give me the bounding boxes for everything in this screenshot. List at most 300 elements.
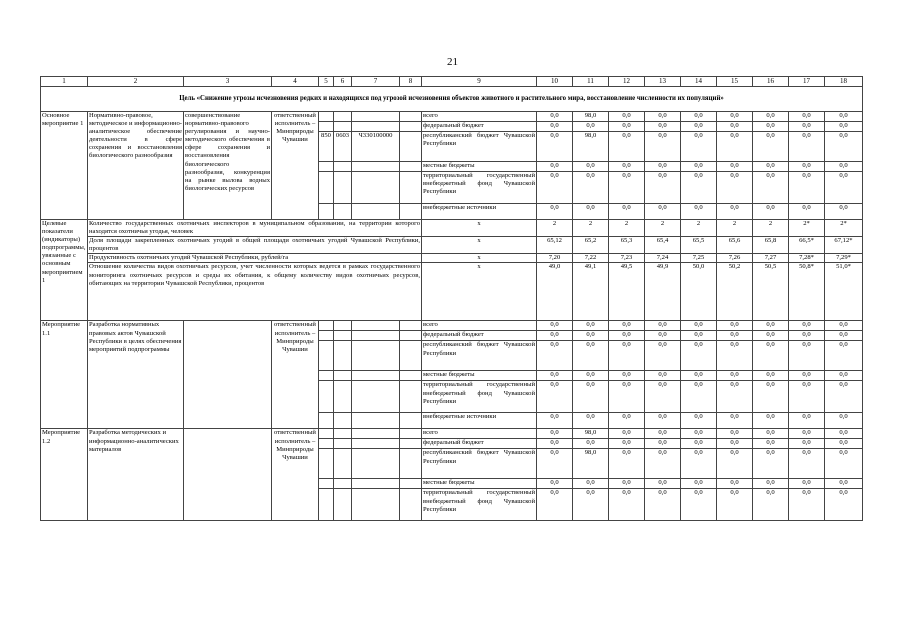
value-cell: 0,0 <box>753 371 789 381</box>
value-cell: 0,0 <box>573 122 609 132</box>
indicator-value: 2 <box>753 220 789 237</box>
code-cell <box>400 381 422 413</box>
value-cell: 0,0 <box>717 439 753 449</box>
value-cell: 0,0 <box>645 439 681 449</box>
value-cell: 0,0 <box>537 449 573 479</box>
task-cell <box>184 429 272 521</box>
value-cell: 0,0 <box>825 341 863 371</box>
indicator-value: 2 <box>537 220 573 237</box>
column-number: 1 <box>41 77 88 87</box>
column-number: 10 <box>537 77 573 87</box>
indicator-value: 2* <box>789 220 825 237</box>
indicator-value: 2 <box>573 220 609 237</box>
indicator-value: 49,9 <box>645 263 681 321</box>
value-cell: 0,0 <box>537 112 573 122</box>
code-cell <box>352 371 400 381</box>
column-numbers-row <box>41 77 863 87</box>
funding-source: всего <box>422 321 537 331</box>
indicator-value: 65,3 <box>609 237 645 254</box>
value-cell: 0,0 <box>789 489 825 521</box>
value-cell: 98,0 <box>573 112 609 122</box>
code-cell <box>400 479 422 489</box>
column-number: 4 <box>272 77 319 87</box>
funding-row <box>41 429 863 439</box>
code-cell <box>319 331 334 341</box>
value-cell: 0,0 <box>681 489 717 521</box>
value-cell: 0,0 <box>789 321 825 331</box>
value-cell: 0,0 <box>645 204 681 220</box>
goal-text: Цель «Снижение угрозы исчезновения редких и находящихся под угрозой исчезновения объектов животного и растительного мира, восстановление численности их популяций» <box>41 87 863 112</box>
value-cell: 0,0 <box>537 489 573 521</box>
code-cell <box>334 112 352 122</box>
indicator-value: 67,12* <box>825 237 863 254</box>
indicator-name: Количество государственных охотничьих инспекторов в муниципальном образовании, на территории которого находятся охотничьи угодья, человек <box>89 220 420 236</box>
value-cell: 0,0 <box>717 321 753 331</box>
value-cell: 0,0 <box>537 429 573 439</box>
code-cell <box>400 449 422 479</box>
value-cell: 0,0 <box>573 479 609 489</box>
grbs-code: 850 <box>319 132 334 162</box>
value-cell: 0,0 <box>789 429 825 439</box>
value-cell: 0,0 <box>789 413 825 429</box>
column-number: 3 <box>184 77 272 87</box>
value-cell: 0,0 <box>753 479 789 489</box>
page-number: 21 <box>447 56 458 68</box>
goal-row <box>41 87 863 112</box>
value-cell: 0,0 <box>717 331 753 341</box>
code-cell <box>352 122 400 132</box>
indicator-row <box>41 263 863 321</box>
measure-name: Разработка методических и информационно-аналитических материалов <box>88 429 184 521</box>
value-cell: 0,0 <box>681 439 717 449</box>
rzpr-code: 0603 <box>334 132 352 162</box>
value-cell: 0,0 <box>789 381 825 413</box>
value-cell: 0,0 <box>537 321 573 331</box>
value-cell: 98,0 <box>573 132 609 162</box>
indicator-value: 7,26 <box>717 254 753 263</box>
code-cell <box>334 439 352 449</box>
value-cell: 0,0 <box>825 489 863 521</box>
indicator-value: 50,2 <box>717 263 753 321</box>
indicator-value: 7,22 <box>573 254 609 263</box>
value-cell: 0,0 <box>609 489 645 521</box>
code-cell <box>319 321 334 331</box>
indicator-value: 2 <box>645 220 681 237</box>
value-cell: 0,0 <box>825 132 863 162</box>
value-cell: 0,0 <box>789 439 825 449</box>
value-cell: 0,0 <box>609 132 645 162</box>
code-cell <box>400 371 422 381</box>
value-cell: 0,0 <box>537 204 573 220</box>
value-cell: 0,0 <box>537 172 573 204</box>
value-cell: 0,0 <box>681 331 717 341</box>
code-cell <box>352 341 400 371</box>
value-cell: 0,0 <box>789 112 825 122</box>
code-cell <box>319 162 334 172</box>
value-cell: 0,0 <box>717 132 753 162</box>
value-cell: 0,0 <box>573 439 609 449</box>
indicator-value: 7,27 <box>753 254 789 263</box>
executor-cell: ответственный исполнитель – Минприроды Чувашии <box>272 321 319 429</box>
code-cell <box>319 112 334 122</box>
code-cell <box>400 112 422 122</box>
value-cell: 0,0 <box>825 321 863 331</box>
code-cell <box>352 439 400 449</box>
value-cell: 0,0 <box>825 162 863 172</box>
value-cell: 0,0 <box>645 489 681 521</box>
code-cell <box>334 331 352 341</box>
column-number: 7 <box>352 77 400 87</box>
code-cell <box>334 413 352 429</box>
funding-source: федеральный бюджет <box>422 122 537 132</box>
code-cell <box>352 172 400 204</box>
value-cell: 0,0 <box>645 413 681 429</box>
value-cell: 0,0 <box>573 413 609 429</box>
value-cell: 0,0 <box>537 413 573 429</box>
value-cell: 0,0 <box>681 122 717 132</box>
value-cell: 0,0 <box>537 371 573 381</box>
funding-source: федеральный бюджет <box>422 331 537 341</box>
value-cell: 0,0 <box>717 204 753 220</box>
indicator-value: 49,0 <box>537 263 573 321</box>
code-cell <box>400 204 422 220</box>
value-cell: 0,0 <box>789 162 825 172</box>
funding-source: территориальный государственный внебюджетный фонд Чувашской Республики <box>422 381 537 413</box>
value-cell: 0,0 <box>609 204 645 220</box>
value-cell: 0,0 <box>681 371 717 381</box>
value-cell: 0,0 <box>681 429 717 439</box>
value-cell: 0,0 <box>753 341 789 371</box>
value-cell: 0,0 <box>789 479 825 489</box>
value-cell: 0,0 <box>681 413 717 429</box>
funding-source: республиканский бюджет Чувашской Республики <box>422 449 537 479</box>
value-cell: 0,0 <box>717 122 753 132</box>
value-cell: 0,0 <box>681 449 717 479</box>
value-cell: 0,0 <box>753 122 789 132</box>
value-cell: 0,0 <box>609 479 645 489</box>
funding-source: всего <box>422 429 537 439</box>
value-cell: 0,0 <box>645 132 681 162</box>
code-cell <box>334 371 352 381</box>
measure-name: Нормативно-правовое, методическое и информационно-аналитическое обеспечение деятельности в сфере сохранения и восстановления биологического разнообразия <box>88 112 184 220</box>
indicator-value: 2 <box>681 220 717 237</box>
funding-source: местные бюджеты <box>422 371 537 381</box>
code-cell <box>334 341 352 371</box>
value-cell: 0,0 <box>681 341 717 371</box>
value-cell: 0,0 <box>537 132 573 162</box>
value-cell: 0,0 <box>609 162 645 172</box>
code-cell <box>352 331 400 341</box>
value-cell: 0,0 <box>681 132 717 162</box>
value-cell: 0,0 <box>645 429 681 439</box>
indicator-value: 2 <box>609 220 645 237</box>
code-cell <box>352 449 400 479</box>
column-number: 2 <box>88 77 184 87</box>
value-cell: 0,0 <box>609 112 645 122</box>
indicator-value: 7,20 <box>537 254 573 263</box>
column-number: 8 <box>400 77 422 87</box>
value-cell: 0,0 <box>573 341 609 371</box>
value-cell: 0,0 <box>717 371 753 381</box>
funding-source: внебюджетные источники <box>422 413 537 429</box>
value-cell: 0,0 <box>645 321 681 331</box>
value-cell: 0,0 <box>753 162 789 172</box>
indicator-value: 2* <box>825 220 863 237</box>
value-cell: 0,0 <box>789 331 825 341</box>
indicator-row <box>41 237 863 254</box>
code-cell <box>319 439 334 449</box>
indicator-value: 65,2 <box>573 237 609 254</box>
code-cell <box>334 162 352 172</box>
code-cell <box>334 204 352 220</box>
column-number: 13 <box>645 77 681 87</box>
indicator-unit: х <box>422 237 537 254</box>
funding-row <box>41 112 863 122</box>
indicator-value: 49,5 <box>609 263 645 321</box>
code-cell <box>319 204 334 220</box>
code-cell <box>352 112 400 122</box>
indicator-name: Отношение количества видов охотничьих ресурсов, учет численности которых ведется в рамках государственного мониторинга охотничьих ресурсов и среды их обитания, к общему количеству видов охотничьих ресурсов, обитающих на территории Чувашской Республики, процентов <box>88 263 422 321</box>
code-cell <box>352 204 400 220</box>
column-number: 5 <box>319 77 334 87</box>
task-cell: совершенствование нормативно-правового регулирования и научно-методического обеспечения в сфере сохранения и восстановления биологического разнообразия, конкуренция на рынке вылова водных биологических ресурсов <box>184 112 272 220</box>
value-cell: 0,0 <box>789 122 825 132</box>
code-cell <box>400 331 422 341</box>
value-cell: 98,0 <box>573 429 609 439</box>
value-cell: 0,0 <box>609 429 645 439</box>
code-cell <box>319 479 334 489</box>
indicator-value: 50,8* <box>789 263 825 321</box>
value-cell: 0,0 <box>645 162 681 172</box>
code-cell <box>352 413 400 429</box>
value-cell: 0,0 <box>645 371 681 381</box>
column-number: 9 <box>422 77 537 87</box>
indicator-unit: х <box>422 263 537 321</box>
code-cell <box>319 413 334 429</box>
value-cell: 0,0 <box>645 479 681 489</box>
value-cell: 0,0 <box>825 172 863 204</box>
funding-source: республиканский бюджет Чувашской Республики <box>422 341 537 371</box>
indicator-value: 2 <box>717 220 753 237</box>
code-cell <box>400 321 422 331</box>
indicator-value: 66,5* <box>789 237 825 254</box>
value-cell: 0,0 <box>537 162 573 172</box>
code-cell <box>319 429 334 439</box>
code-cell <box>334 479 352 489</box>
value-cell: 0,0 <box>753 204 789 220</box>
value-cell: 0,0 <box>825 371 863 381</box>
indicator-unit: х <box>422 220 537 237</box>
indicator-value: 7,29* <box>825 254 863 263</box>
column-number: 15 <box>717 77 753 87</box>
funding-source: федеральный бюджет <box>422 439 537 449</box>
value-cell: 0,0 <box>753 321 789 331</box>
indicator-name: Продуктивность охотничьих угодий Чувашской Республики, рублей/га <box>88 254 422 263</box>
value-cell: 0,0 <box>825 439 863 449</box>
value-cell: 0,0 <box>753 381 789 413</box>
code-cell <box>334 489 352 521</box>
value-cell: 0,0 <box>681 204 717 220</box>
indicator-name: Доля площади закрепленных охотничьих угодий в общей площади охотничьих угодий Чувашской Республики, процентов <box>89 237 420 253</box>
value-cell: 0,0 <box>789 341 825 371</box>
code-cell <box>319 122 334 132</box>
code-cell <box>400 341 422 371</box>
value-cell: 0,0 <box>825 479 863 489</box>
value-cell: 0,0 <box>573 331 609 341</box>
indicator-value: 65,5 <box>681 237 717 254</box>
value-cell: 0,0 <box>717 381 753 413</box>
value-cell: 0,0 <box>825 112 863 122</box>
value-cell: 0,0 <box>789 449 825 479</box>
value-cell: 0,0 <box>609 413 645 429</box>
indicator-value: 65,8 <box>753 237 789 254</box>
column-number: 12 <box>609 77 645 87</box>
value-cell: 0,0 <box>609 381 645 413</box>
value-cell: 0,0 <box>645 331 681 341</box>
indicator-value: 49,1 <box>573 263 609 321</box>
value-cell: 0,0 <box>825 331 863 341</box>
value-cell: 0,0 <box>573 321 609 331</box>
value-cell: 0,0 <box>609 122 645 132</box>
value-cell: 0,0 <box>717 172 753 204</box>
code-cell <box>334 381 352 413</box>
indicator-value: 7,24 <box>645 254 681 263</box>
value-cell: 0,0 <box>825 204 863 220</box>
column-number: 11 <box>573 77 609 87</box>
code-cell <box>400 429 422 439</box>
code-cell <box>334 122 352 132</box>
value-cell: 0,0 <box>681 321 717 331</box>
value-cell: 0,0 <box>681 172 717 204</box>
value-cell: 0,0 <box>753 413 789 429</box>
code-cell <box>400 489 422 521</box>
funding-source: территориальный государственный внебюджетный фонд Чувашской Республики <box>422 489 537 521</box>
funding-source: местные бюджеты <box>422 479 537 489</box>
value-cell: 0,0 <box>825 413 863 429</box>
value-cell: 0,0 <box>789 172 825 204</box>
program-table <box>40 76 863 521</box>
value-cell: 0,0 <box>609 449 645 479</box>
value-cell: 0,0 <box>717 413 753 429</box>
funding-source: республиканский бюджет Чувашской Республики <box>422 132 537 162</box>
value-cell: 0,0 <box>573 489 609 521</box>
value-cell: 0,0 <box>717 162 753 172</box>
code-cell <box>319 341 334 371</box>
value-cell: 0,0 <box>825 122 863 132</box>
value-cell: 0,0 <box>609 172 645 204</box>
value-cell: 0,0 <box>573 162 609 172</box>
value-cell: 0,0 <box>753 132 789 162</box>
indicator-value: 50,0 <box>681 263 717 321</box>
code-cell <box>400 122 422 132</box>
value-cell: 0,0 <box>537 122 573 132</box>
value-cell: 0,0 <box>645 112 681 122</box>
code-cell <box>400 172 422 204</box>
code-cell <box>334 172 352 204</box>
code-cell <box>352 162 400 172</box>
value-cell: 0,0 <box>681 112 717 122</box>
code-cell <box>400 439 422 449</box>
csr-code: Ч330100000 <box>352 132 400 162</box>
indicator-value: 51,0* <box>825 263 863 321</box>
indicators-label: Целевые показатели (индикаторы) подпрограммы, увязанные с основным мероприятием 1 <box>41 220 88 321</box>
value-cell: 0,0 <box>717 449 753 479</box>
value-cell: 0,0 <box>825 381 863 413</box>
value-cell: 0,0 <box>825 429 863 439</box>
value-cell: 0,0 <box>573 172 609 204</box>
code-cell <box>334 429 352 439</box>
code-cell <box>319 381 334 413</box>
status-cell: Мероприятие 1.1 <box>41 321 88 429</box>
task-cell <box>184 321 272 429</box>
value-cell: 0,0 <box>717 341 753 371</box>
status-cell: Мероприятие 1.2 <box>41 429 88 521</box>
value-cell: 0,0 <box>717 479 753 489</box>
value-cell: 0,0 <box>753 449 789 479</box>
funding-source: внебюджетные источники <box>422 204 537 220</box>
column-number: 18 <box>825 77 863 87</box>
funding-source: территориальный государственный внебюджетный фонд Чувашской Республики <box>422 172 537 204</box>
code-cell <box>352 381 400 413</box>
column-number: 6 <box>334 77 352 87</box>
value-cell: 0,0 <box>609 371 645 381</box>
vr-code <box>400 132 422 162</box>
value-cell: 0,0 <box>609 439 645 449</box>
funding-source: всего <box>422 112 537 122</box>
value-cell: 0,0 <box>573 381 609 413</box>
code-cell <box>319 489 334 521</box>
indicator-value: 50,5 <box>753 263 789 321</box>
value-cell: 0,0 <box>537 341 573 371</box>
indicator-row <box>41 254 863 263</box>
indicator-row <box>41 220 863 237</box>
value-cell: 0,0 <box>609 321 645 331</box>
code-cell <box>352 479 400 489</box>
value-cell: 0,0 <box>753 429 789 439</box>
code-cell <box>352 321 400 331</box>
value-cell: 0,0 <box>573 204 609 220</box>
code-cell <box>352 429 400 439</box>
value-cell: 0,0 <box>789 204 825 220</box>
indicator-value: 7,28* <box>789 254 825 263</box>
value-cell: 0,0 <box>681 162 717 172</box>
value-cell: 0,0 <box>717 489 753 521</box>
value-cell: 0,0 <box>825 449 863 479</box>
value-cell: 0,0 <box>645 341 681 371</box>
value-cell: 0,0 <box>717 429 753 439</box>
code-cell <box>334 321 352 331</box>
value-cell: 98,0 <box>573 449 609 479</box>
code-cell <box>319 371 334 381</box>
value-cell: 0,0 <box>753 172 789 204</box>
executor-cell: ответственный исполнитель – Минприроды Чувашии <box>272 429 319 521</box>
value-cell: 0,0 <box>609 341 645 371</box>
value-cell: 0,0 <box>789 132 825 162</box>
indicator-unit: х <box>422 254 537 263</box>
value-cell: 0,0 <box>753 112 789 122</box>
status-cell: Основное мероприятие 1 <box>41 112 88 220</box>
value-cell: 0,0 <box>537 381 573 413</box>
code-cell <box>352 489 400 521</box>
code-cell <box>400 162 422 172</box>
value-cell: 0,0 <box>789 371 825 381</box>
indicator-value: 65,12 <box>537 237 573 254</box>
column-number: 14 <box>681 77 717 87</box>
executor-cell: ответственный исполнитель – Минприроды Чувашии <box>272 112 319 220</box>
measure-name: Разработка нормативных правовых актов Чувашской Республики в целях обеспечения мероприятий подпрограммы <box>88 321 184 429</box>
indicator-value: 65,4 <box>645 237 681 254</box>
value-cell: 0,0 <box>681 479 717 489</box>
